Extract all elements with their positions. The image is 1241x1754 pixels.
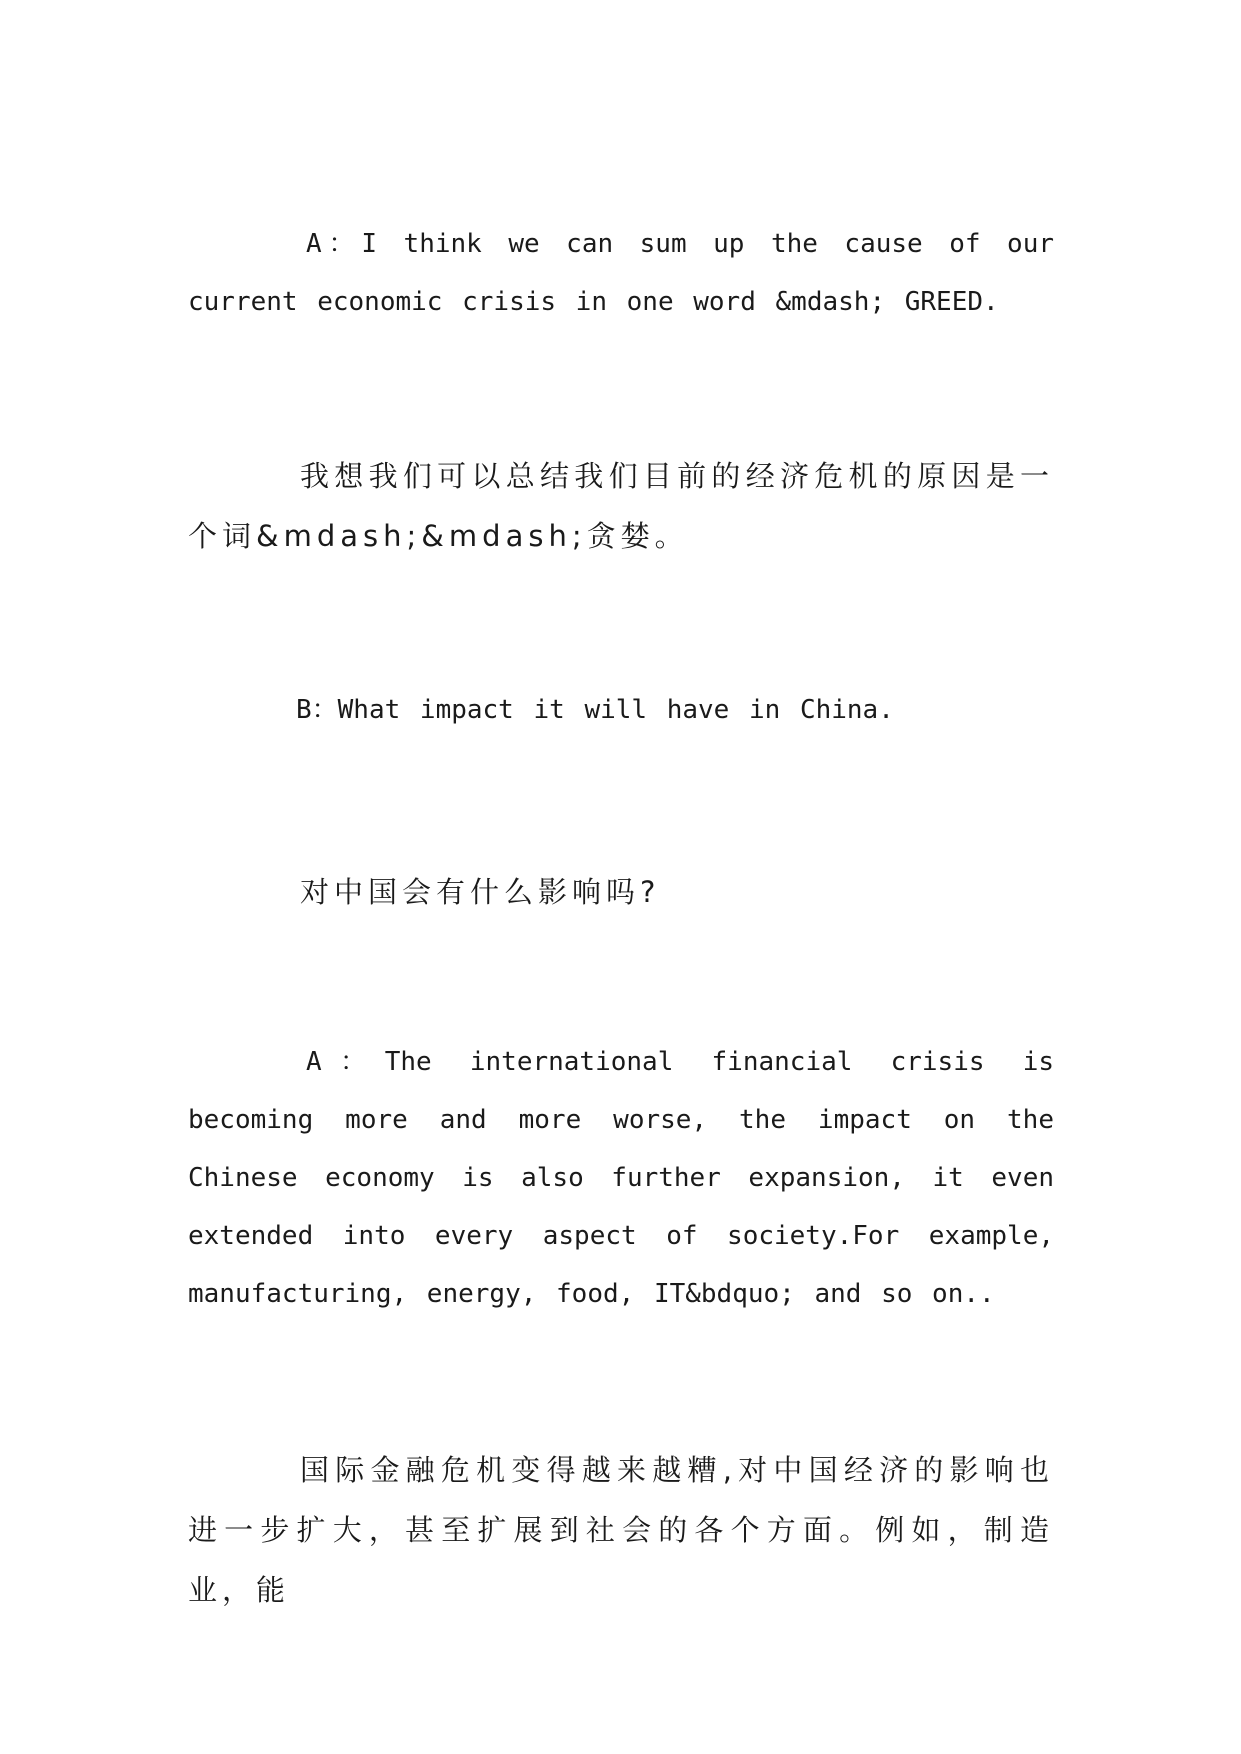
- dialogue-a-chinese-2: 国际金融危机变得越来越糟,对中国经济的影响也进一步扩大，甚至扩展到社会的各个方面。例如，制造业，能: [188, 1453, 1054, 1607]
- dialogue-a-english-2: A：The international financial crisis is becoming more and more worse, the impact on the Chinese economy is also further expansion, it even extended into every aspect of society.For example, manufacturing, energy, food, IT&bdquo; and so on..: [188, 1047, 1054, 1309]
- dialogue-a-english-1: A：I think we can sum up the cause of our current economic crisis in one word &mdash; GREED.: [188, 229, 1054, 317]
- dialogue-a-chinese-1: 我想我们可以总结我们目前的经济危机的原因是一个词&mdash;&mdash;贪婪。: [188, 459, 1054, 553]
- dialogue-b-chinese: 对中国会有什么影响吗?: [300, 875, 661, 909]
- dialogue-b-english: B：What impact it will have in China.: [296, 695, 894, 725]
